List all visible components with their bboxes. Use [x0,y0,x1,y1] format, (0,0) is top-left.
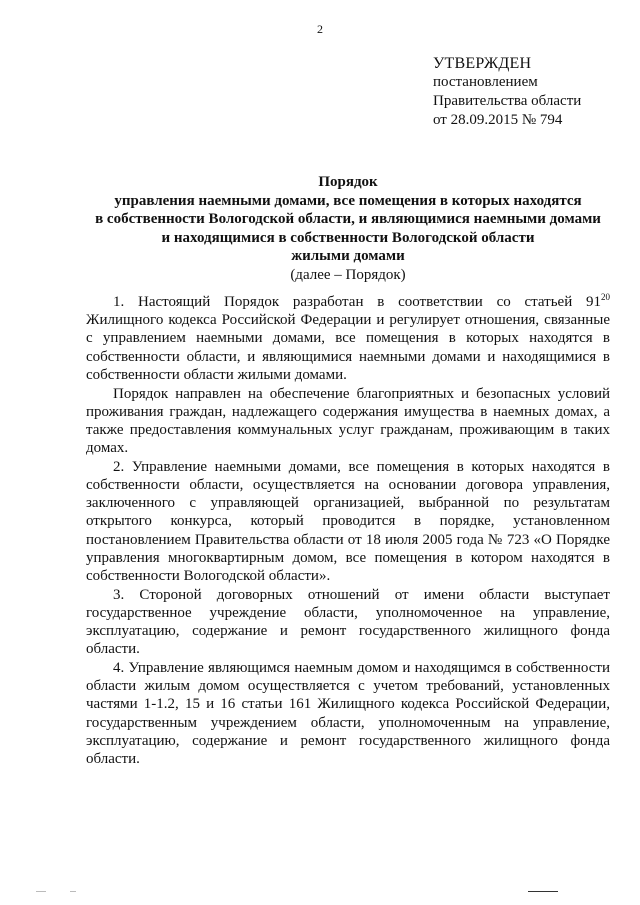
document-title [60,173,636,284]
paragraph-3: 2. Управление наемными домами, все помещения в которых находятся в собственности области, осуществляется на основании договора управления, заключенного с управляющей организацией, выбранной по результатам открытого конкурса, который проводится в порядке, установленном постановлением Правительства области от 18 июля 2005 года № 723 «О Порядке управления многоквартирным домом, все помещения в котором находятся в собственности Вологодской области». [86,458,610,585]
paragraph-1 [86,293,610,384]
title-line: управления наемными домами, все помещения в которых находятся [114,192,582,209]
paragraph-1-text-cont: Жилищного кодекса Российской Федерации и регулирует отношения, связанные с управлением наемными домами, все помещения в которых находятся в собственности области, и являющимися наемными домами и находящимися в собственности области жилыми домами. [86,312,610,383]
scan-mark [36,891,46,892]
paragraph-2: Порядок направлен на обеспечение благоприятных и безопасных условий проживания граждан, надлежащего содержания имущества в наемных домах, а также предоставления коммунальных услуг гражданам, проживающим в таких домах. [86,385,610,457]
approval-heading: УТВЕРЖДЕН [433,55,532,72]
scan-marks [0,891,640,901]
article-superscript: 20 [601,292,610,302]
scan-mark [528,891,558,892]
approval-stamp [433,54,581,130]
approval-line: Правительства области [433,93,582,109]
approval-line: от 28.09.2015 № 794 [433,112,563,128]
title-line: в собственности Вологодской области, и являющимися наемными домами [95,211,601,227]
paragraph-5: 4. Управление являющимся наемным домом и находящимся в собственности области жилым домом осуществляется с учетом требований, установленных частями 1-1.2, 15 и 16 статьи 161 Жилищного кодекса Российской Федерации, государственным учреждением области, уполномоченным на управление, эксплуатацию, содержание и ремонт государственного жилищного фонда области. [86,660,610,768]
title-line: Порядок [318,174,378,190]
paragraph-4: 3. Стороной договорных отношений от имени области выступает государственное учреждение области, уполномоченное на управление, эксплуатацию, содержание и ремонт государственного жилищного фонда области. [86,586,610,658]
paragraph-1-text: 1. Настоящий Порядок разработан в соответствии со статьей 91 [113,294,601,310]
document-body [86,293,610,768]
title-line: жилыми домами [291,248,405,264]
approval-line: постановлением [433,74,538,90]
title-subtitle: (далее – Порядок) [290,266,406,283]
title-line: и находящимися в собственности Вологодской области [161,229,535,246]
page-number: 2 [317,22,323,36]
scan-mark [70,891,76,892]
